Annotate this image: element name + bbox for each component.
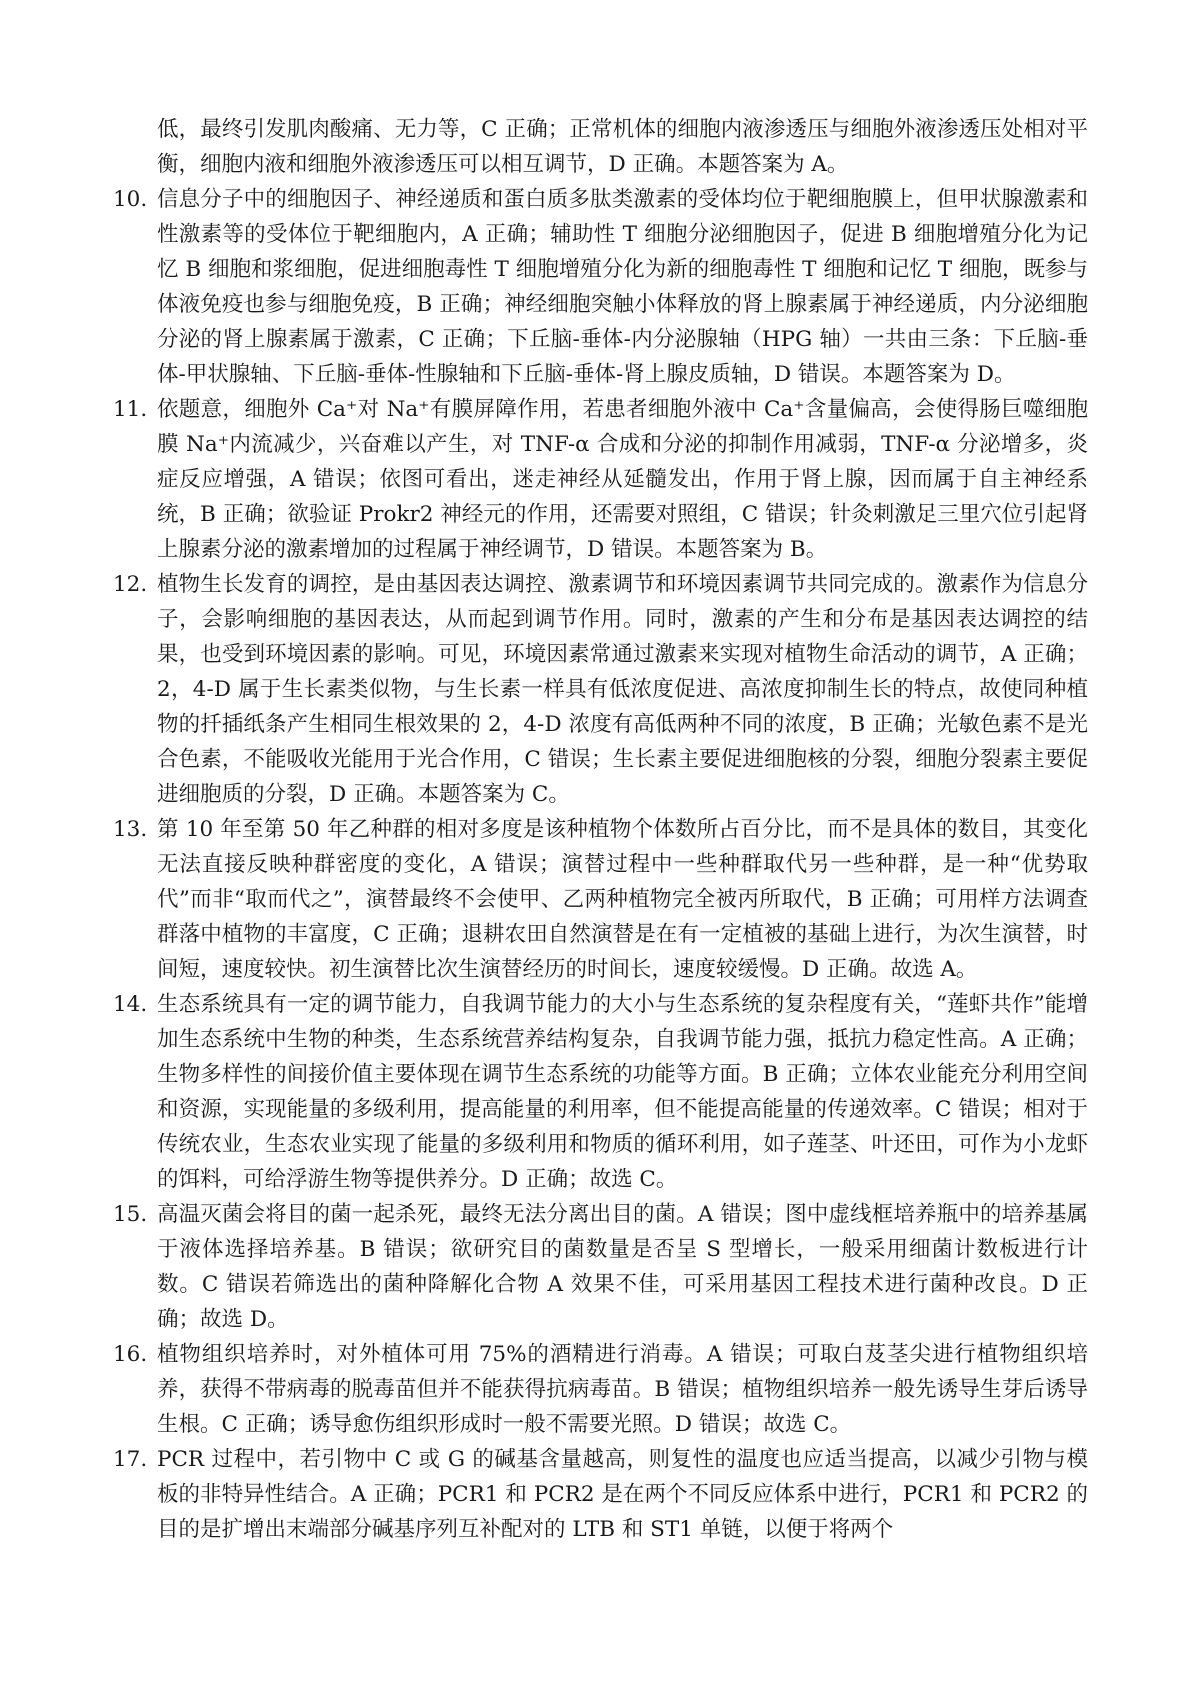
item-text: 高温灭菌会将目的菌一起杀死，最终无法分离出目的菌。A 错误；图中虚线框培养瓶中的培养基属于液体选择培养基。B 错误；欲研究目的菌数量是否呈 S 型增长，一般采用细菌计数板进行计数。C 错误若筛选出的菌种降解化合物 A 效果不佳，可采用基因工程技术进行菌种改良。D 正确；故选 D。 (157, 1202, 1088, 1332)
item-text: PCR 过程中，若引物中 C 或 G 的碱基含量越高，则复性的温度也应适当提高，以减少引物与模板的非特异性结合。A 正确；PCR1 和 PCR2 是在两个不同反应体系中进行，PCR1 和 PCR2 的目的是扩增出末端部分碱基序列互补配对的 LTB 和 ST1 单链，以便于将两个 (157, 1447, 1088, 1542)
answer-item-10 (113, 182, 1088, 392)
item-text: 植物组织培养时，对外植体可用 75%的酒精进行消毒。A 错误；可取白芨茎尖进行植物组织培养，获得不带病毒的脱毒苗但并不能获得抗病毒苗。B 错误；植物组织培养一般先诱导生芽后诱导生根。C 正确；诱导愈伤组织形成时一般不需要光照。D 错误；故选 C。 (157, 1342, 1088, 1437)
answer-item-17 (113, 1442, 1088, 1547)
answer-item-13 (113, 812, 1088, 987)
item-text: 低，最终引发肌肉酸痛、无力等，C 正确；正常机体的细胞内液渗透压与细胞外液渗透压处相对平衡，细胞内液和细胞外液渗透压可以相互调节，D 正确。本题答案为 A。 (157, 117, 1088, 177)
item-number: 12. (113, 572, 148, 597)
item-text: 信息分子中的细胞因子、神经递质和蛋白质多肽类激素的受体均位于靶细胞膜上，但甲状腺激素和性激素等的受体位于靶细胞内，A 正确；辅助性 T 细胞分泌细胞因子，促进 B 细胞增殖分化为记忆 B 细胞和浆细胞，促进细胞毒性 T 细胞增殖分化为新的细胞毒性 T 细胞和记忆 T 细胞，既参与体液免疫也参与细胞免疫，B 正确；神经细胞突触小体释放的肾上腺素属于神经递质，内分泌细胞分泌的肾上腺素属于激素，C 正确；下丘脑-垂体-内分泌腺轴（HPG 轴）一共由三条：下丘脑-垂体-甲状腺轴、下丘脑-垂体-性腺轴和下丘脑-垂体-肾上腺皮质轴，D 错误。本题答案为 D。 (157, 187, 1088, 387)
item-number: 14. (113, 992, 148, 1017)
answer-item-15 (113, 1197, 1088, 1337)
item-text: 植物生长发育的调控，是由基因表达调控、激素调节和环境因素调节共同完成的。激素作为信息分子，会影响细胞的基因表达，从而起到调节作用。同时，激素的产生和分布是基因表达调控的结果，也受到环境因素的影响。可见，环境因素常通过激素来实现对植物生命活动的调节，A 正确；2，4-D 属于生长素类似物，与生长素一样具有低浓度促进、高浓度抑制生长的特点，故使同种植物的扦插纸条产生相同生根效果的 2，4-D 浓度有高低两种不同的浓度，B 正确；光敏色素不是光合色素，不能吸收光能用于光合作用，C 错误；生长素主要促进细胞核的分裂，细胞分裂素主要促进细胞质的分裂，D 正确。本题答案为 C。 (157, 572, 1088, 807)
item-number: 15. (113, 1202, 148, 1227)
item-text: 第 10 年至第 50 年乙种群的相对多度是该种植物个体数所占百分比，而不是具体的数目，其变化无法直接反映种群密度的变化，A 错误；演替过程中一些种群取代另一些种群，是一种“优势取代”而非“取而代之”，演替最终不会使甲、乙两种植物完全被丙所取代，B 正确；可用样方法调查群落中植物的丰富度，C 正确；退耕农田自然演替是在有一定植被的基础上进行，为次生演替，时间短，速度较快。初生演替比次生演替经历的时间长，速度较缓慢。D 正确。故选 A。 (157, 817, 1088, 982)
answer-item-14 (113, 987, 1088, 1197)
item-number: 13. (113, 817, 148, 842)
item-number: 11. (113, 397, 148, 422)
item-text: 生态系统具有一定的调节能力，自我调节能力的大小与生态系统的复杂程度有关，“莲虾共作”能增加生态系统中生物的种类，生态系统营养结构复杂，自我调节能力强，抵抗力稳定性高。A 正确；生物多样性的间接价值主要体现在调节生态系统的功能等方面。B 正确；立体农业能充分利用空间和资源，实现能量的多级利用，提高能量的利用率，但不能提高能量的传递效率。C 错误；相对于传统农业，生态农业实现了能量的多级利用和物质的循环利用，如子莲茎、叶还田，可作为小龙虾的饵料，可给浮游生物等提供养分。D 正确；故选 C。 (157, 992, 1088, 1192)
item-number: 16. (113, 1342, 148, 1367)
answer-item-9-continued (113, 112, 1088, 182)
answer-item-12 (113, 567, 1088, 812)
answer-item-11 (113, 392, 1088, 567)
item-number: 10. (113, 187, 148, 212)
answer-explanations (113, 112, 1088, 1547)
item-text: 依题意，细胞外 Ca⁺对 Na⁺有膜屏障作用，若患者细胞外液中 Ca⁺含量偏高，会使得肠巨噬细胞膜 Na⁺内流减少，兴奋难以产生，对 TNF-α 合成和分泌的抑制作用减弱，TNF-α 分泌增多，炎症反应增强，A 错误；依图可看出，迷走神经从延髓发出，作用于肾上腺，因而属于自主神经系统，B 正确；欲验证 Prokr2 神经元的作用，还需要对照组，C 错误；针灸刺激足三里穴位引起肾上腺素分泌的激素增加的过程属于神经调节，D 错误。本题答案为 B。 (157, 397, 1088, 562)
answer-item-16 (113, 1337, 1088, 1442)
item-number: 17. (113, 1447, 148, 1472)
